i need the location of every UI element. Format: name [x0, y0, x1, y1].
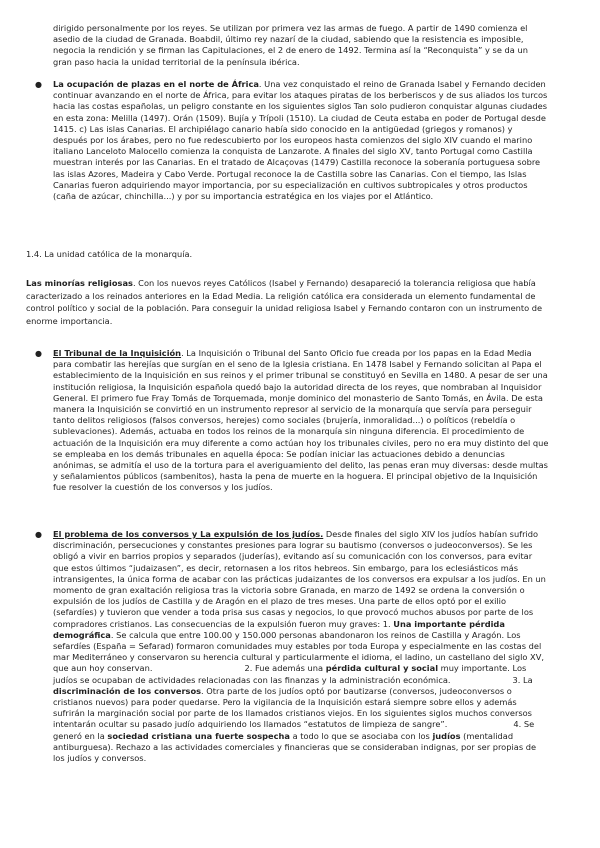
list-item-heading: El problema de los conversos y La expulsión de los judíos.: [53, 529, 324, 539]
bold-term: judíos: [432, 730, 461, 741]
list-item-text: . Una vez conquistado el reino de Granada Isabel y Fernando deciden continuar avanzando en el norte de África, para evitar los ataques piratas de los berberiscos y de sus aliados los turcos hacia las costas españolas, un peligro constante en los siguientes siglos Tan solo pudieron conquistar algunas ciudades en esta zona: Melilla (1497). Orán (1509). Bujía y Trípoli (1510). La ciudad de Ceuta estaba en poder de Portugal desde 1415. c) Las islas Canarias. El archipiélago canario había sido conocido en la antigüedad (griegos y romanos) y después por los árabes, pero no fue redescubierto por los europeos hasta comienzos del siglo XIV cuando el marino italiano Lanceloto Malocello comienza la conquista de Lanzarote. A finales del siglo XV, tanto Portugal como Castilla muestran interés por las Canarias. En el tratado de Alcaçovas (1479) Castilla reconoce la soberanía portuguesa sobre las islas Azores, Madeira y Cabo Verde. Portugal reconoce la de Castilla sobre las Canarias. Con el tiempo, las Islas Canarias fueron adquiriendo mayor importancia, por su especialización en cultivos subtropicales y otros productos (caña de azúcar, chinchilla...) y por su importancia estratégica en los viajes por el Atlántico.: [53, 79, 548, 202]
list-item-text: Desde finales del siglo XIV los judíos habían sufrido discriminación, persecuciones y constantes presiones para lograr su bautismo (conversos o judeoconversos). Se les obligó a vivir en barrios propios y separados (juderías), evitando así su comunicación con los conversos, para evitar que estos últimos “judaizasen”, es decir, retornasen a los ritos hebreos. Sin embargo, para los eclesiásticos más intransigentes, la única forma de acabar con las prácticas judaizantes de los conversos era expulsar a los judíos. En un momento de gran exaltación religiosa tras la victoria sobre Granada, en marzo de 1492 se ordena la conversión o expulsión de los judíos de Castilla y de Aragón en el plazo de tres meses. Una parte de ellos optó por el exilio (sefardíes) y tuvieron que vender a toda prisa sus casas y negocios, lo que provocó muchos abusos por parte de los compradores cristianos. Las consecuencias de la expulsión fueron muy graves: 1.: [53, 529, 546, 629]
paragraph-text: . Con los nuevos reyes Católicos (Isabel y Fernando) desapareció la tolerancia religiosa que había caracterizado a los reinados anteriores en la Edad Media. La religión católica era considerada un elemento fundamental de control político y social de la población. Para conseguir la unidad religiosa Isabel y Fernando contaron con un instrumento de enorme importancia.: [26, 278, 543, 326]
list-item-inquisicion: [35, 348, 549, 494]
list-item-text: 4. Se generó en la: [53, 719, 535, 741]
list-item-heading: El Tribunal de la Inquisición: [53, 348, 182, 358]
bullet-icon: ●: [35, 530, 42, 539]
bold-term: Una importante pérdida demográfica: [53, 618, 505, 640]
bold-term: discriminación de los conversos: [53, 685, 202, 696]
list-item-text: a todo lo que se asociaba con los: [289, 730, 433, 741]
list-item-text: . Otra parte de los judíos optó por bautizarse (conversos, judeoconversos o cristianos nuevos) para poder quedarse. Pero la vigilancia de la Inquisición estará siempre sobre ellos y además sufrirán la marginación social por parte de los llamados cristianos viejos. En los siguientes siglos muchos conversos intentarán ocultar su pasado judío adquiriendo los llamados “estatutos de limpieza de sangre”.: [53, 685, 532, 730]
bullet-icon: ●: [35, 80, 42, 89]
section-title: 1.4. La unidad católica de la monarquía.: [26, 249, 193, 259]
list-item-text: 3. La: [512, 674, 533, 685]
bold-term: pérdida cultural y social: [325, 663, 439, 674]
paragraph-minorias: [26, 277, 566, 327]
list-item-text: muy importante. Los judíos se ocupaban de actividades relacionadas con las finanzas y la administración económica.: [53, 663, 527, 685]
list-item-heading: La ocupación de plazas en el norte de África: [53, 79, 259, 89]
list-item-expulsion: [35, 529, 549, 764]
paragraph-granada-continuation: dirigido personalmente por los reyes. Se utilizan por primera vez las armas de fuego. A partir de 1490 comienza el asedio de la ciudad de Granada. Boabdil, último rey nazarí de la ciudad, sabiendo que la resistencia es imposible, negocia la rendición y se firman las Capitulaciones, el 2 de enero de 1492. Termina así la “Reconquista” y se da un gran paso hacia la unidad territorial de la península ibérica.: [53, 23, 528, 67]
list-item-text: 2. Fue además una: [244, 663, 326, 674]
bullet-icon: ●: [35, 349, 42, 358]
list-item-africa: [35, 79, 549, 202]
paragraph-heading: Las minorías religiosas: [26, 278, 133, 288]
list-item-text: . La Inquisición o Tribunal del Santo Oficio fue creada por los papas en la Edad Media para combatir las herejías que surgían en el seno de la Iglesia cristiana. En 1478 Isabel y Fernando solicitan al Papa el establecimiento de la Inquisición en sus reinos y el primer tribunal se constituyó en Sevilla en 1480. A pesar de ser una institución religiosa, la Inquisición española quedó bajo la autoridad directa de los reyes, que nombraban al Inquisidor General. El primero fue Fray Tomás de Torquemada, monje dominico del monasterio de Santo Tomás, en Ávila. De esta manera la Inquisición se convirtió en un instrumento represor al servicio de la monarquía que servía para perseguir tanto delitos religiosos (falsos conversos, herejes) como sociales (brujería, inmoralidad...) o políticos (rebeldía o sublevaciones). Además, actuaba en todos los reinos de la monarquía sin ninguna diferencia. El procedimiento de actuación de la Inquisición era muy diferente a como actúan hoy los tribunales civiles, pero no era muy distinto del que se empleaba en los demás tribunales en aquella época: Se podían iniciar las actuaciones debido a denuncias anónimas, se admitía el uso de la tortura para el averiguamiento del delito, las penas eran muy diversas: desde multas y señalamientos públicos (sambenitos), hasta la pena de muerte en la hoguera. El principal objetivo de la Inquisición fue resolver la cuestión de los conversos y los judíos.: [53, 348, 549, 493]
list-item-text: . Se calcula que entre 100.00 y 150.000 personas abandonaron los reinos de Castilla y Aragón. Los sefardíes (España = Sefarad) formaron comunidades muy estables por toda Europa y especialmente en las costas del mar Mediterráneo y conservaron su herencia cultural y particularmente el idioma, el ladino, un castellano del siglo XV, que aun hoy conservan.: [53, 629, 544, 674]
bold-term: sociedad cristiana una fuerte sospecha: [107, 730, 290, 741]
list-item-text: (mentalidad antiburguesa). Rechazo a las actividades comerciales y financieras que se consideraban indignas, por ser propias de los judíos y conversos.: [53, 730, 537, 764]
